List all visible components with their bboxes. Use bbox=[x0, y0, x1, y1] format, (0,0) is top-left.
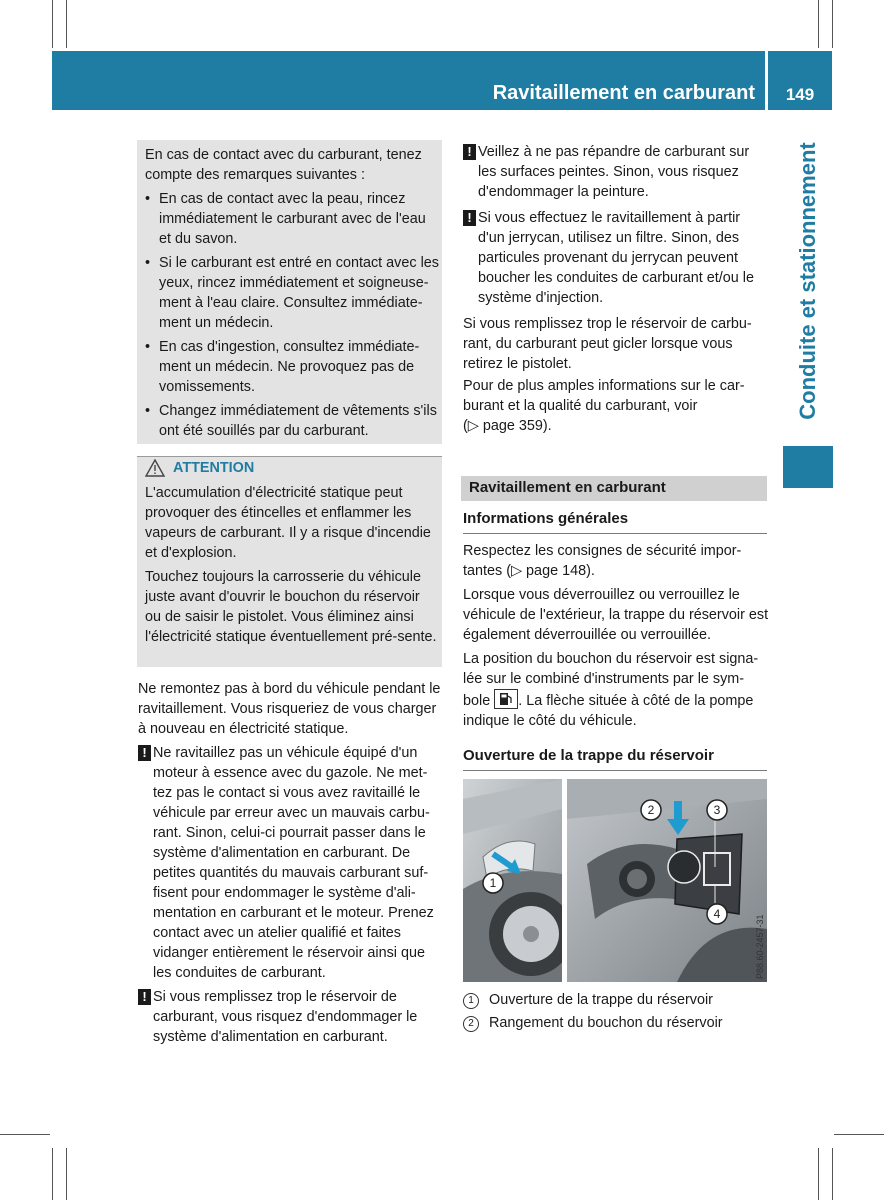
subheading-general-info: Informations générales bbox=[463, 510, 629, 527]
warning-box bbox=[137, 456, 442, 667]
callout-1: 1 bbox=[489, 876, 497, 890]
warning-rule bbox=[137, 456, 442, 457]
crop-mark bbox=[66, 1148, 67, 1200]
crop-mark bbox=[832, 0, 833, 48]
subheading-rule bbox=[463, 770, 767, 771]
figure-car-side bbox=[463, 779, 562, 982]
legend-callout: 1 bbox=[463, 993, 479, 1009]
figure-code: P88.60-2457-31 bbox=[755, 914, 765, 979]
left-column bbox=[138, 679, 444, 1047]
exclamation-icon: ! bbox=[138, 745, 151, 761]
notice: ! Veillez à ne pas répandre de carburant sur les surfaces peintes. Sinon, vous risquez d'endommager la peinture. bbox=[463, 142, 769, 202]
exclamation-icon: ! bbox=[463, 210, 476, 226]
callout-2: 2 bbox=[647, 803, 655, 817]
warning-paragraph: L'accumulation d'électricité statique peut provoquer des étincelles et enflammer les vapeurs de carburant. Il y a risque d'incendie et d'explosion. bbox=[145, 485, 431, 561]
legend-item: 1 Ouverture de la trappe du réservoir bbox=[463, 990, 723, 1010]
subheading-fuel-flap: Ouverture de la trappe du réservoir bbox=[463, 747, 714, 764]
lock-paragraph: Lorsque vous déverrouillez ou verrouillez le véhicule de l'extérieur, la trappe du réservoir est également déverrouillée ou verrouillée. bbox=[463, 587, 769, 643]
exclamation-icon: ! bbox=[463, 144, 476, 160]
warning-paragraph: Touchez toujours la carrosserie du véhicule juste avant d'ouvrir le bouchon du réservoir ou de saisir le pistolet. Vous éliminez ainsi l'électricité statique éventuellement pré-sente. bbox=[145, 569, 437, 645]
notice: ! Ne ravitaillez pas un véhicule équipé d'un moteur à essence avec du gazole. Ne met-tez pas le contact si vous avez ravitaillé le véhicule par erreur avec un mauvais carbu-rant. Sinon, celui-ci pourrait passer dans le système d'alimentation en carburant. De petites quantités du mauvais carburant suf-fisent pour endommager le système d'ali-mentation en carburant et le moteur. Prenez contact avec un atelier qualifié et faites vidanger entièrement le réservoir ainsi que les conduites de carburant. bbox=[138, 743, 444, 983]
notice: ! Si vous remplissez trop le réservoir de carburant, vous risquez d'endommager le système d'alimentation en carburant. bbox=[138, 987, 444, 1047]
notice: ! Si vous effectuez le ravitaillement à partir d'un jerrycan, utilisez un filtre. Sinon, des particules provenant du jerrycan peuvent boucher les conduites de carburant et/ou le système d'injection. bbox=[463, 208, 769, 308]
contact-info-box bbox=[137, 140, 442, 444]
list-item: • Changez immédiatement de vêtements s'ils ont été souillés par du carburant. bbox=[145, 403, 437, 439]
warning-title: ATTENTION bbox=[173, 460, 255, 476]
side-tab bbox=[778, 116, 838, 446]
page-reference-link[interactable]: (▷ page 359). bbox=[463, 418, 552, 434]
warning-triangle-icon bbox=[145, 459, 165, 477]
crop-mark bbox=[834, 1134, 884, 1135]
list-item: • Si le carburant est entré en contact avec les yeux, rincez immédiatement et soigneuse-ment à l'eau claire. Consultez immédiate-ment un médecin. bbox=[145, 255, 439, 331]
subheading-rule bbox=[463, 533, 767, 534]
crop-mark bbox=[832, 1148, 833, 1200]
contact-intro: En cas de contact avec du carburant, tenez compte des remarques suivantes : bbox=[145, 147, 422, 183]
section-title: Ravitaillement en carburant bbox=[469, 479, 666, 496]
page-title: Ravitaillement en carburant bbox=[492, 82, 755, 104]
legend-item: 2 Rangement du bouchon du réservoir bbox=[463, 1013, 723, 1033]
figure-legend bbox=[463, 990, 723, 1033]
right-column-general bbox=[463, 541, 769, 731]
exclamation-icon: ! bbox=[138, 989, 151, 1005]
figure-fuel-flap-open bbox=[567, 779, 767, 982]
fuel-info-paragraph: Pour de plus amples informations sur le car-burant et la qualité du carburant, voir (▷ page 359). bbox=[463, 378, 745, 434]
header-bar bbox=[52, 51, 765, 110]
symbol-paragraph: La position du bouchon du réservoir est signa-lée sur le combiné d'instruments par le sym-bole . La flèche située à côté de la pompe indique le côté du véhicule. bbox=[463, 651, 759, 729]
page-number-box bbox=[768, 51, 832, 110]
callout-4: 4 bbox=[713, 907, 721, 921]
static-charge-paragraph: Ne remontez pas à bord du véhicule pendant le ravitaillement. Vous risqueriez de vous charger à nouveau en électricité statique. bbox=[138, 681, 441, 737]
crop-mark bbox=[818, 0, 819, 48]
crop-mark bbox=[66, 0, 67, 48]
fuel-pump-icon bbox=[494, 689, 518, 709]
warning-heading bbox=[145, 458, 254, 478]
warning-body bbox=[145, 483, 438, 647]
list-item: • En cas de contact avec la peau, rincez immédiatement le carburant avec de l'eau et du savon. bbox=[145, 191, 426, 247]
contact-bullet-list bbox=[145, 189, 440, 445]
crop-mark bbox=[818, 1148, 819, 1200]
crop-mark bbox=[0, 1134, 50, 1135]
side-tab-label: Conduite et stationnement bbox=[795, 142, 820, 420]
section-heading-bar bbox=[461, 476, 767, 501]
overfill-paragraph: Si vous remplissez trop le réservoir de carbu-rant, du carburant peut gicler lorsque vous retirez le pistolet. bbox=[463, 316, 752, 372]
legend-callout: 2 bbox=[463, 1016, 479, 1032]
safety-paragraph: Respectez les consignes de sécurité impor-tantes (▷ page 148). bbox=[463, 543, 742, 579]
crop-mark bbox=[52, 0, 53, 48]
right-column-top bbox=[463, 142, 769, 436]
crop-mark bbox=[52, 1148, 53, 1200]
side-tab-marker bbox=[783, 446, 833, 488]
list-item: • En cas d'ingestion, consultez immédiate-ment un médecin. Ne provoquez pas de vomissements. bbox=[145, 339, 420, 395]
page-number: 149 bbox=[785, 85, 815, 104]
callout-3: 3 bbox=[713, 803, 721, 817]
